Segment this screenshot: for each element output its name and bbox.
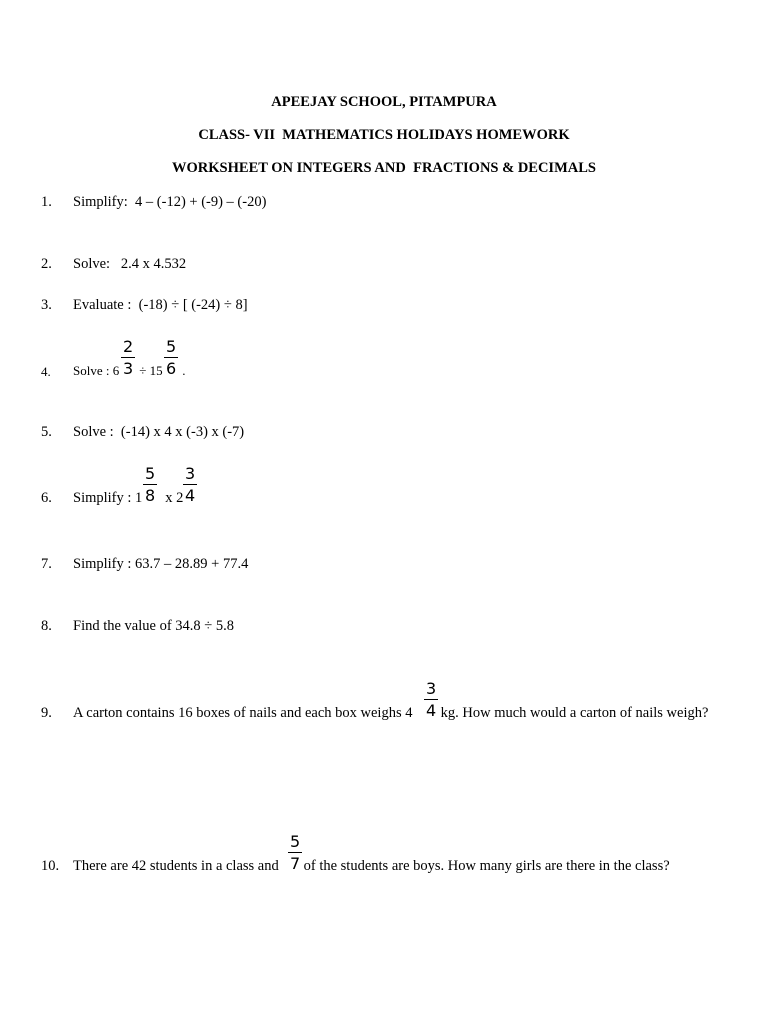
- fraction-numerator: 5: [166, 337, 177, 356]
- fraction-denominator: 8: [145, 486, 156, 505]
- fraction-numerator: 5: [145, 464, 156, 483]
- fraction-denominator: 4: [185, 486, 196, 505]
- fraction-denominator: 7: [290, 854, 301, 873]
- question-number: 4.: [41, 364, 51, 379]
- question-number: 10.: [41, 858, 60, 874]
- question-text: Evaluate : (-18) ÷ [ (-24) ÷ 8]: [73, 297, 248, 313]
- question-text-part: x 2: [158, 490, 184, 506]
- class-title: CLASS- VII MATHEMATICS HOLIDAYS HOMEWORK: [198, 127, 570, 143]
- question-text-part: Simplify : 1: [73, 490, 143, 506]
- question-number: 1.: [41, 194, 52, 210]
- question-text: Solve : (-14) x 4 x (-3) x (-7): [73, 424, 245, 440]
- question-text-part: Solve : 6: [73, 363, 120, 378]
- question-text-part: There are 42 students in a class and: [73, 858, 283, 874]
- question-text: Simplify: 4 – (-12) + (-9) – (-20): [73, 194, 267, 210]
- question-text-part: of the students are boys. How many girls are there in the class?: [300, 858, 670, 874]
- fraction-numerator: 2: [123, 337, 134, 356]
- question-number: 3.: [41, 297, 52, 313]
- question-number: 7.: [41, 556, 52, 572]
- fraction-denominator: 3: [123, 359, 134, 378]
- question-text: Simplify : 63.7 – 28.89 + 77.4: [73, 556, 249, 572]
- question-text-part: kg. How much would a carton of nails weigh?: [437, 705, 709, 721]
- fraction-denominator: 6: [166, 359, 177, 378]
- question-number: 9.: [41, 705, 52, 721]
- worksheet-title: WORKSHEET ON INTEGERS AND FRACTIONS & DECIMALS: [172, 160, 596, 176]
- question-number: 5.: [41, 424, 52, 440]
- question-number: 2.: [41, 256, 52, 272]
- question-text-part: A carton contains 16 boxes of nails and each box weighs 4: [73, 705, 413, 721]
- fraction: [183, 464, 197, 505]
- fraction: [121, 337, 135, 378]
- fraction-denominator: 4: [426, 701, 437, 720]
- fraction-numerator: 3: [426, 679, 437, 698]
- question-text-part: ÷ 15: [136, 363, 163, 378]
- question-number: 8.: [41, 618, 52, 634]
- fraction-numerator: 5: [290, 832, 301, 851]
- fraction: [164, 337, 178, 378]
- question-number: 6.: [41, 490, 52, 506]
- question-text-part: .: [179, 363, 186, 378]
- school-name: APEEJAY SCHOOL, PITAMPURA: [271, 94, 497, 110]
- question-text: Find the value of 34.8 ÷ 5.8: [73, 618, 234, 634]
- fraction-numerator: 3: [185, 464, 196, 483]
- question-text: Solve: 2.4 x 4.532: [73, 256, 187, 272]
- fraction: [143, 464, 157, 505]
